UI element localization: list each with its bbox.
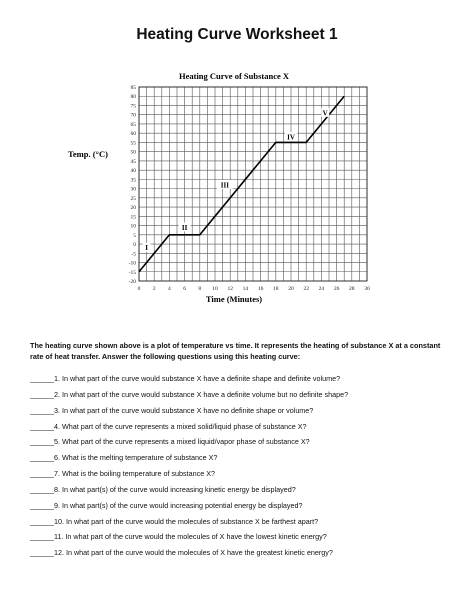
y-tick-label: 50 [130,149,136,156]
y-tick-label: 75 [130,103,136,110]
x-tick-label: 6 [183,286,186,292]
x-tick-label: 30 [364,286,370,292]
question-item: ______4. What part of the curve represents a mixed solid/liquid phase of substance X? [30,421,307,431]
x-tick-label: 0 [137,286,141,292]
y-tick-label: 5 [133,232,136,239]
y-tick-label: 30 [130,186,136,193]
instructions-text: The heating curve shown above is a plot of temperature vs time. It represents the heating of substance X at a constant rate of heat transfer. Answer the following questions using this heating curve: [30,341,441,361]
y-tick-label: -10 [128,260,136,267]
question-item: ______10. In what part of the curve would the molecules of substance X be farthest apart? [30,516,319,526]
region-label: III [220,181,229,190]
question-item: ______2. In what part of the curve would substance X have a definite volume but no definite shape? [30,389,349,399]
question-item: ______7. What is the boiling temperature of substance X? [30,469,215,479]
y-axis-label: Temp. (°C) [68,149,108,159]
y-tick-label: 85 [130,85,136,91]
y-tick-label: 55 [130,140,136,147]
y-tick-label: 15 [130,214,136,221]
x-tick-labels [138,286,370,292]
x-tick-label: 22 [303,286,309,292]
y-tick-label: 70 [130,112,136,119]
x-tick-label: 28 [349,286,355,292]
x-tick-label: 12 [227,286,233,292]
y-tick-label: 80 [130,94,136,101]
region-label: IV [287,133,295,142]
question-item: ______1. In what part of the curve would substance X have a definite shape and definite volume? [30,374,341,383]
question-item: ______6. What is the melting temperature of substance X? [30,453,218,463]
y-tick-label: 0 [133,242,136,249]
y-tick-label: 25 [130,195,136,202]
y-tick-label: -5 [131,251,136,258]
y-tick-label: 45 [130,158,136,165]
question-list [30,374,450,564]
x-tick-label: 20 [288,286,294,292]
y-tick-labels [129,85,137,285]
x-tick-label: 24 [318,286,325,292]
question-item: ______8. In what part(s) of the curve would increasing kinetic energy be displayed? [30,484,296,494]
question-item: ______5. What part of the curve represents a mixed liquid/vapor phase of substance X? [30,437,310,447]
x-tick-label: 18 [273,286,279,292]
x-tick-label: 26 [333,286,340,292]
y-tick-label: 60 [130,131,136,138]
y-tick-label: -15 [128,269,136,276]
x-tick-label: 4 [168,286,171,292]
chart-series [139,96,344,272]
chart-title: Heating Curve of Substance X [178,71,290,81]
y-tick-label: -20 [128,279,136,285]
y-tick-label: 40 [130,168,136,175]
page-title: Heating Curve Worksheet 1 [136,26,338,43]
heating-curve-line [139,96,344,272]
x-axis-label: Time (Minutes) [205,294,263,304]
question-item: ______12. In what part of the curve would the molecules of X have the greatest kinetic energy? [30,548,333,558]
x-tick-label: 16 [257,286,264,292]
region-label: I [145,244,148,253]
y-tick-label: 10 [130,223,136,230]
question-item: ______11. In what part of the curve would the molecules of X have the lowest kinetic energy? [30,532,327,542]
question-item: ______9. In what part(s) of the curve would increasing potential energy be displayed? [30,500,303,510]
y-tick-label: 65 [130,121,136,128]
y-tick-label: 35 [130,177,136,184]
x-tick-label: 8 [198,286,202,292]
region-label: II [181,223,188,232]
region-labels [143,108,330,252]
region-label: V [322,109,328,118]
x-tick-label: 2 [152,286,156,292]
y-tick-label: 20 [130,205,136,212]
x-tick-label: 14 [242,286,249,292]
x-tick-label: 10 [212,286,218,292]
heating-curve-chart [0,66,474,311]
question-item: ______3. In what part of the curve would substance X have no definite shape or volume? [30,405,314,415]
chart-grid [139,87,367,281]
